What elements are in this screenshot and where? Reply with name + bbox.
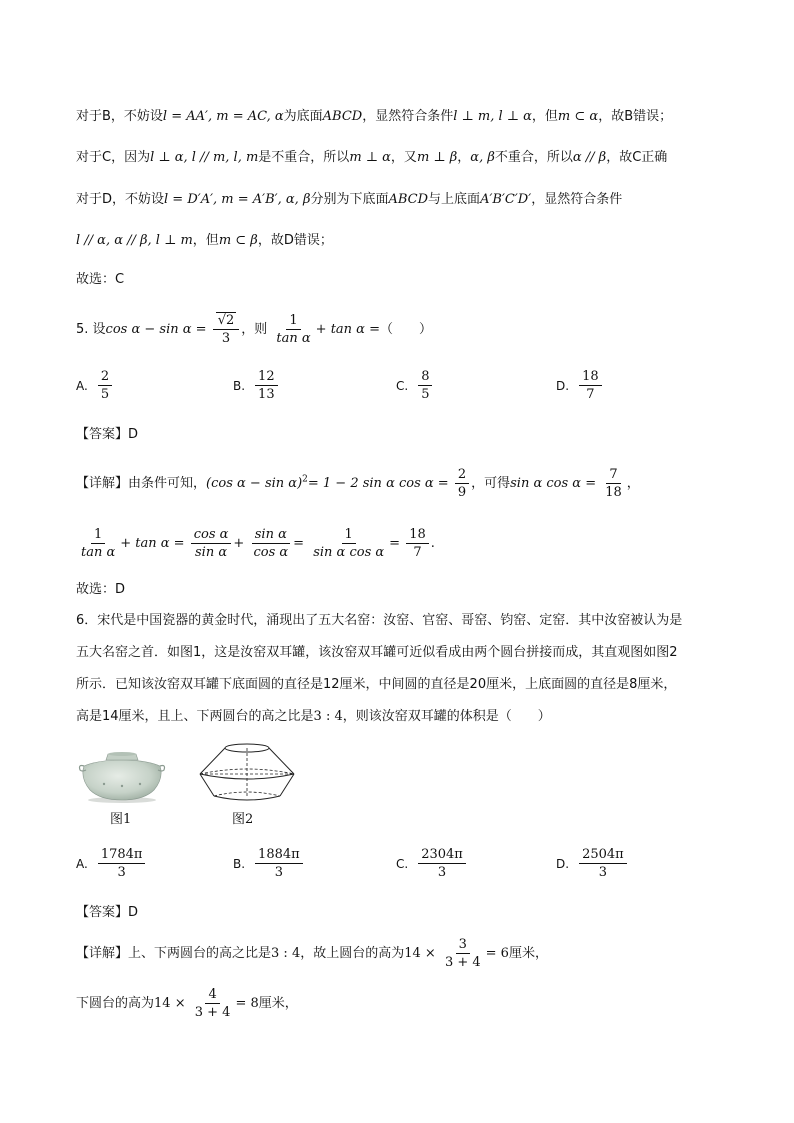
figure-1-caption: 图1 — [110, 812, 132, 827]
q6-option-d: D. $\frac{2504\pi}{3}$ — [556, 846, 629, 881]
q4-choice: 故选：C — [76, 272, 125, 287]
q5-detail-1: 【详解】由条件可知，(cos α − sin α)$^2$= 1 − 2 sin α cos α = $\frac{2}{9}$ ，可得sin α cos α = $\frac{7}{18}$ ， — [76, 467, 640, 500]
q6-stem-line-2: 五大名窑之首．如图1，这是汝窑双耳罐，该汝窑双耳罐可近似看成由两个圆台拼接而成，其直观图如图2 — [76, 645, 678, 660]
q6-stem-line-3: 所示．已知该汝窑双耳罐下底面圆的直径是12厘米，中间圆的直径是20厘米，上底面圆的直径是8厘米， — [76, 677, 677, 692]
q6-detail-2: 下圆台的高为14 × $\frac{4}{3 + 4}$ = 8厘米， — [76, 987, 298, 1020]
q6-option-b: B. $\frac{1884\pi}{3}$ — [233, 846, 305, 881]
q5-option-c: C. $\frac{8}{5}$ — [396, 368, 434, 403]
q4-option-d-analysis-2: l // α, α // β, l ⊥ m，但m ⊂ β，故D错误； — [76, 233, 333, 248]
q5-stem-fraction-2: $\frac{1}{\text{tan α}}$ — [276, 313, 311, 346]
q5-stem-fraction: $\frac{√2}{3}$ — [213, 312, 240, 347]
q6-option-c: C. $\frac{2304\pi}{3}$ — [396, 846, 468, 881]
q6-option-a: A. $\frac{1784\pi}{3}$ — [76, 846, 147, 881]
q6-answer: 【答案】D — [76, 905, 139, 920]
q6-stem-line-1: 6．宋代是中国瓷器的黄金时代，涌现出了五大名窑：汝窑、官窑、哥窑、钧窑、定窑．其中汝窑被认为是 — [76, 613, 683, 628]
q5-answer: 【答案】D — [76, 427, 139, 442]
q6-stem-line-4: 高是14厘米，且上、下两圆台的高之比是3 : 4，则该汝窑双耳罐的体积是（ ） — [76, 709, 551, 724]
q5-option-d: D. $\frac{18}{7}$ — [556, 368, 604, 403]
frustum-diagram — [196, 740, 298, 804]
q6-detail-1: 【详解】上、下两圆台的高之比是3 : 4，故上圆台的高为14 × $\frac{3}{3 + 4}$ = 6厘米， — [76, 937, 548, 970]
ru-kiln-jar-photo — [76, 748, 168, 804]
q5-option-a: A. $\frac{2}{5}$ — [76, 368, 114, 403]
q5-detail-2: $\frac{1}{\text{tan α}}$ + tan α = $\frac{\text{cos α}}{\text{sin α}}$ + $\frac{\text{sin α}}{\text{cos α}}$ = $\frac{1}{\text{sin α cos α}}$ = $\frac{18}{7}$ . — [81, 527, 435, 560]
q4-option-c-analysis: 对于C，因为l ⊥ α, l // m, l, m是不重合，所以m ⊥ α，又m ⊥ β，α, β不重合，所以α // β，故C正确 — [76, 150, 668, 165]
q5-option-b: B. $\frac{12}{13}$ — [233, 368, 280, 403]
figure-2-caption: 图2 — [232, 812, 254, 827]
q4-option-b-analysis: 对于B，不妨设l = AA′, m = AC, α为底面ABCD，显然符合条件l ⊥ m, l ⊥ α，但m ⊂ α，故B错误； — [76, 109, 673, 124]
q5-choice: 故选：D — [76, 582, 126, 597]
q4-option-d-analysis-1: 对于D，不妨设l = D′A′, m = A′B′, α, β分别为下底面ABCD与上底面A′B′C′D′，显然符合条件 — [76, 192, 623, 207]
q5-stem: 5. 设cos α − sin α = $\frac{√2}{3}$ ，则 $\frac{1}{\text{tan α}}$ + tan α =（ ） — [76, 313, 432, 346]
